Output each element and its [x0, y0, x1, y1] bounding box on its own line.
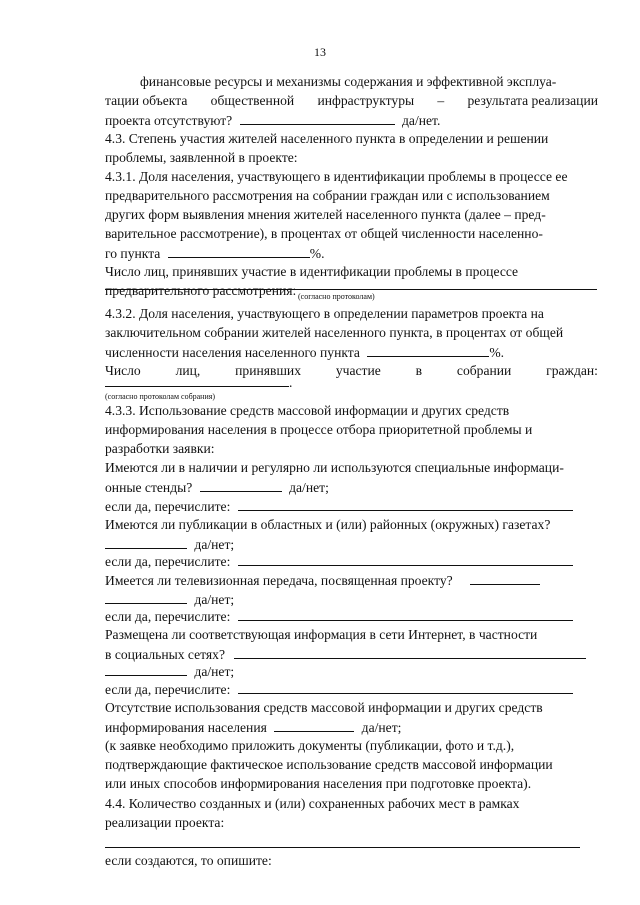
text-line: [105, 663, 234, 680]
text-line: реализации проекта:: [105, 815, 225, 830]
page-number: 13: [314, 45, 326, 59]
text-line: других форм выявления мнения жителей населенного пункта (далее – пред-: [105, 207, 546, 222]
answer-blank[interactable]: [105, 591, 187, 604]
answer-blank[interactable]: [240, 112, 395, 125]
text-line: [105, 498, 573, 515]
text-line: [105, 608, 573, 625]
question-text: информирования населения: [105, 720, 267, 735]
word: лиц,: [175, 363, 201, 378]
yes-no-label: да/нет;: [361, 720, 402, 735]
answer-line[interactable]: [105, 289, 597, 290]
text-line: предварительного рассмотрения на собрании граждан или с использованием: [105, 188, 550, 203]
word: –: [437, 93, 445, 108]
answer-blank[interactable]: [200, 479, 282, 492]
footnote-caption: (согласно протоколам собрания): [105, 392, 216, 401]
section-heading: 4.3. Степень участия жителей населенного пункта в определении и решении: [105, 131, 549, 146]
question-text: Имеются ли в наличии и регулярно ли используются специальные информаци-: [105, 460, 564, 475]
text-line: [105, 344, 504, 361]
percent-blank[interactable]: [168, 245, 310, 258]
word: в: [415, 363, 423, 378]
list-blank[interactable]: [238, 498, 573, 511]
word: Число: [105, 363, 141, 378]
word: граждан:: [546, 363, 598, 378]
answer-blank[interactable]: [105, 536, 187, 549]
text-line: [105, 646, 586, 663]
list-blank[interactable]: [238, 553, 573, 566]
yes-no-label: да/нет;: [194, 664, 235, 679]
question-text: в социальных сетях?: [105, 647, 226, 662]
period: .: [289, 375, 293, 390]
answer-blank[interactable]: [274, 719, 354, 732]
answer-blank[interactable]: [470, 572, 540, 585]
text: численности населения населенного пункта: [105, 345, 360, 360]
question-text: Отсутствие использования средств массовой информации и других средств: [105, 700, 543, 715]
percent-sign: %.: [489, 345, 505, 360]
answer-blank[interactable]: [105, 374, 289, 387]
text-line: информирования населения в процессе отбора приоритетной проблемы и: [105, 422, 533, 437]
answer-blank[interactable]: [105, 663, 187, 676]
text-line: [105, 681, 573, 698]
text-line: [105, 572, 540, 589]
yes-no-label: да/нет;: [194, 592, 235, 607]
yes-no-label: да/нет;: [194, 537, 235, 552]
question-text: Имеются ли публикации в областных и (или) районных (окружных) газетах?: [105, 517, 551, 532]
percent-blank[interactable]: [367, 344, 489, 357]
subsection-heading: 4.3.1. Доля населения, участвующего в идентификации проблемы в процессе ее: [105, 169, 568, 184]
text-line: если создаются, то опишите:: [105, 853, 272, 868]
text-line: [105, 479, 329, 496]
justified-line: [105, 93, 598, 109]
note-text: или иных способов информирования населения при подготовке проекта).: [105, 776, 532, 791]
text-line: Число лиц, принявших участие в идентификации проблемы в процессе: [105, 264, 519, 279]
text: го пункта: [105, 246, 161, 261]
text-line: [105, 374, 292, 391]
text-line: [105, 245, 325, 262]
word: результата реализации: [467, 93, 598, 108]
percent-sign: %.: [309, 246, 325, 261]
section-heading: 4.4. Количество созданных и (или) сохраненных рабочих мест в рамках: [105, 796, 520, 811]
yes-no-label: да/нет.: [402, 113, 441, 128]
word: общественной: [210, 93, 295, 108]
list-prompt: если да, перечислите:: [105, 554, 231, 569]
word: тации объекта: [105, 93, 188, 108]
question-text: Имеется ли телевизионная передача, посвященная проекту?: [105, 573, 453, 588]
word: инфраструктуры: [317, 93, 415, 108]
footnote-caption: (согласно протоколам): [298, 292, 375, 301]
text-line: [105, 112, 440, 129]
answer-blank[interactable]: [234, 646, 586, 659]
list-prompt: если да, перечислите:: [105, 609, 231, 624]
subsection-heading: 4.3.3. Использование средств массовой информации и других средств: [105, 403, 510, 418]
text-line: предварительного рассмотрения:: [105, 283, 297, 298]
text-line: [105, 719, 401, 736]
question-text: онные стенды?: [105, 480, 193, 495]
text-line: проблемы, заявленной в проекте:: [105, 150, 298, 165]
answer-line[interactable]: [105, 847, 580, 848]
text-line: [105, 591, 234, 608]
question-text: Размещена ли соответствующая информация в сети Интернет, в частности: [105, 627, 538, 642]
word: участие: [335, 363, 381, 378]
text-line: финансовые ресурсы и механизмы содержания и эффективной эксплуа-: [140, 74, 557, 89]
question-text: проекта отсутствуют?: [105, 113, 233, 128]
text-line: варительное рассмотрение), в процентах от общей численности населенно-: [105, 226, 543, 241]
word: собрании: [456, 363, 512, 378]
yes-no-label: да/нет;: [289, 480, 329, 495]
text-line: [105, 536, 234, 553]
subsection-heading: 4.3.2. Доля населения, участвующего в определении параметров проекта на: [105, 306, 544, 321]
text-line: заключительном собрании жителей населенного пункта, в процентах от общей: [105, 325, 564, 340]
list-prompt: если да, перечислите:: [105, 682, 231, 697]
list-blank[interactable]: [238, 681, 573, 694]
list-prompt: если да, перечислите:: [105, 499, 231, 514]
word: принявших: [235, 363, 301, 378]
text-line: разработки заявки:: [105, 441, 215, 456]
list-blank[interactable]: [238, 608, 573, 621]
text-line: [105, 553, 573, 570]
note-text: (к заявке необходимо приложить документы (публикации, фото и т.д.),: [105, 738, 515, 753]
note-text: подтверждающие фактическое использование средств массовой информации: [105, 757, 553, 772]
